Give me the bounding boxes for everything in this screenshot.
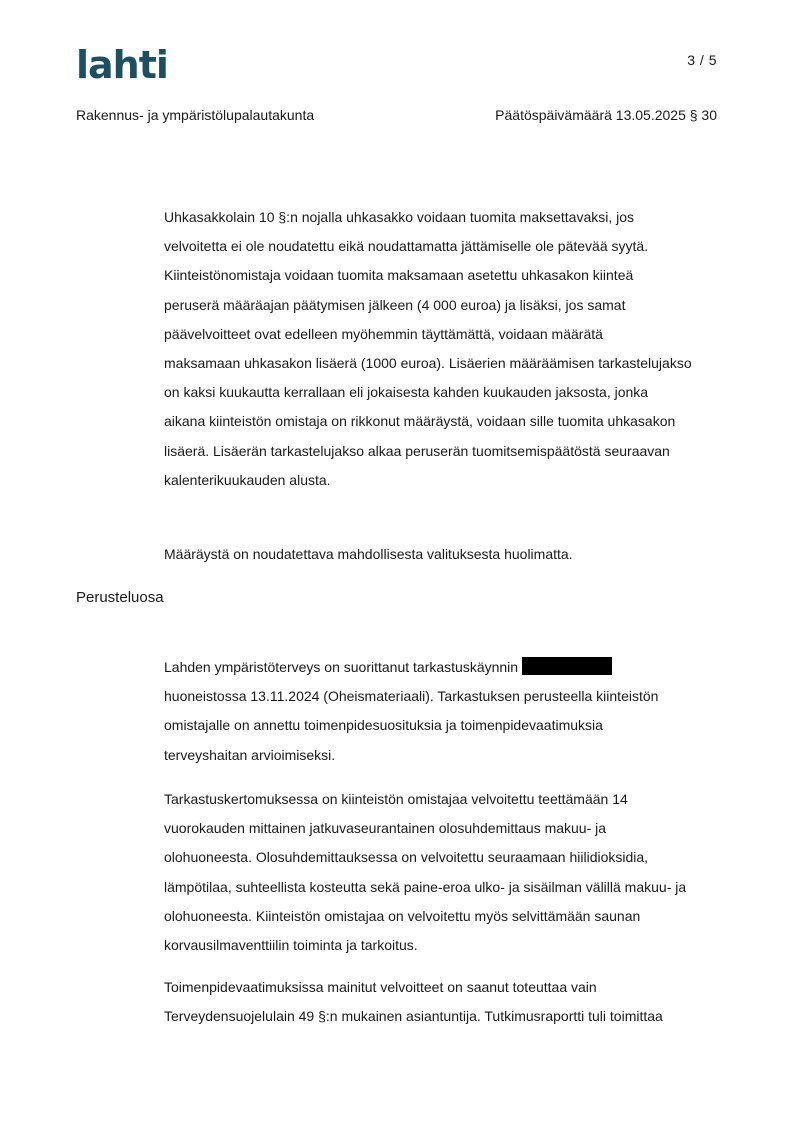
text-line: aikana kiinteistön omistaja on rikkonut määräystä, voidaan sille tuomita uhkasakon (164, 413, 676, 430)
text-line: terveyshaitan arvioimiseksi. (164, 746, 336, 763)
text-line: on kaksi kuukautta kerrallaan eli jokaisesta kahden kuukauden jaksosta, jonka (164, 384, 649, 401)
lahti-logo (76, 44, 168, 84)
text-line: Toimenpidevaatimuksissa mainitut velvoitteet on saanut toteuttaa vain (164, 979, 597, 995)
text-line: huoneistossa 13.11.2024 (Oheismateriaali). Tarkastuksen perusteella kiinteistön (164, 688, 659, 705)
text-line: olohuoneesta. Olosuhdemittauksessa on velvoitettu seuraamaan hiilidioksidia, (164, 849, 649, 866)
text-line: päävelvoitteet ovat edelleen myöhemmin täyttämättä, voidaan määrätä (164, 325, 603, 342)
paragraph-compliance (164, 540, 724, 569)
text-line: kalenterikuukauden alusta. (164, 471, 331, 488)
text-line: Lahden ympäristöterveys on suorittanut tarkastuskäynnin (164, 659, 519, 675)
text-line: olohuoneesta. Kiinteistön omistajaa on velvoitettu myös selvittämään saunan (164, 907, 641, 924)
page-number: 3 / 5 (687, 52, 717, 68)
text-line: lämpötilaa, suhteellista kosteutta sekä paine-eroa ulko- ja sisäilman välillä makuu- ja (164, 878, 687, 895)
paragraph-expert (164, 973, 724, 1031)
text-line: velvoitetta ei ole noudatettu eikä noudattamatta jättämiselle ole pätevää syytä. (164, 238, 649, 255)
paragraph-inspection (164, 653, 724, 770)
text-line: maksamaan uhkasakon lisäerä (1000 euroa). Lisäerien määräämisen tarkastelujakso (164, 355, 692, 372)
logo-text: lahti (76, 44, 168, 84)
section-heading: Perusteluosa (76, 589, 164, 606)
text-line: korvausilmaventtiilin toiminta ja tarkoitus. (164, 937, 418, 954)
redaction-block (522, 657, 612, 675)
text-line: Tarkastuskertomuksessa on kiinteistön omistajaa velvoitettu teettämään 14 (164, 791, 628, 807)
text-line: Kiinteistönomistaja voidaan tuomita maksamaan asetettu uhkasakon kiinteä (164, 267, 634, 284)
text-line: lisäerä. Lisäerän tarkastelujakso alkaa peruserän tuomitsemispäätöstä seuraavan (164, 442, 670, 459)
paragraph-inspection-report (164, 785, 724, 960)
paragraph-penalty (164, 203, 724, 495)
text-line: peruserä määräajan päätymisen jälkeen (4 000 euroa) ja lisäksi, jos samat (164, 296, 626, 313)
text-line: Uhkasakkolain 10 §:n nojalla uhkasakko voidaan tuomita maksettavaksi, jos (164, 209, 635, 225)
org-name: Rakennus- ja ympäristölupalautakunta (76, 107, 315, 123)
decision-date: Päätöspäivämäärä 13.05.2025 § 30 (495, 107, 717, 123)
text-line: Terveydensuojelulain 49 §:n mukainen asiantuntija. Tutkimusraportti tuli toimittaa (164, 1008, 663, 1025)
text-line: omistajalle on annettu toimenpidesuosituksia ja toimenpidevaatimuksia (164, 717, 603, 734)
text-line: vuorokauden mittainen jatkuvaseurantainen olosuhdemittaus makuu- ja (164, 820, 607, 837)
text-line: Määräystä on noudatettava mahdollisesta valituksesta huolimatta. (164, 546, 573, 562)
